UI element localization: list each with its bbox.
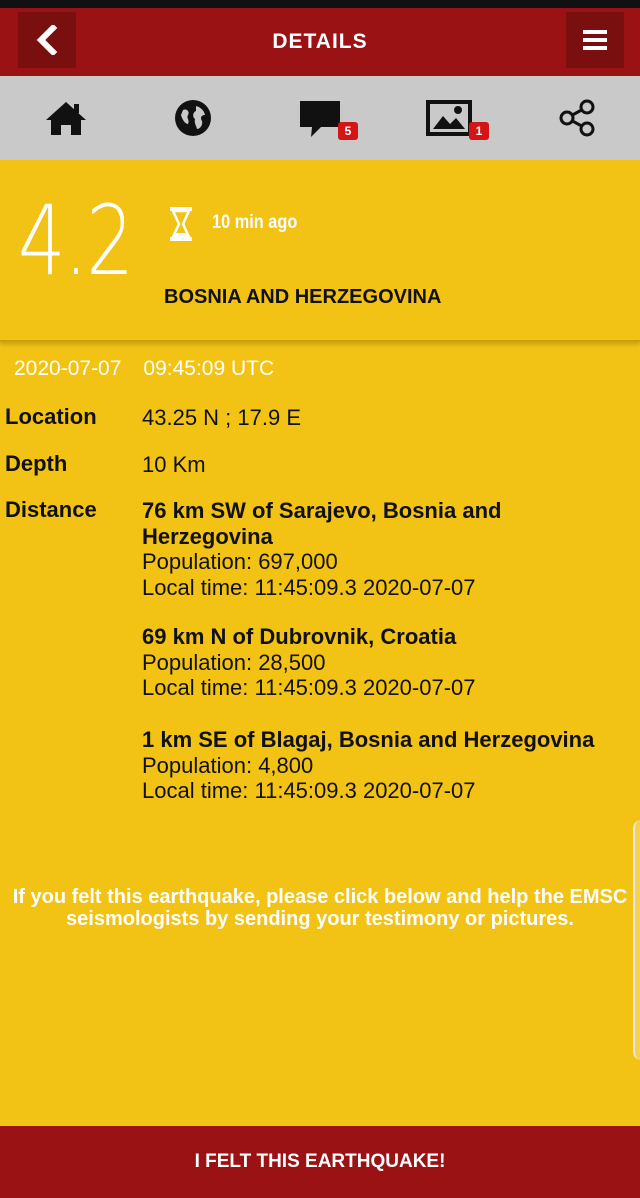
distance-population: Population: 4,800 [142, 752, 314, 778]
pictures-count-badge: 1 [469, 122, 489, 140]
location-value: 43.25 N ; 17.9 E [142, 405, 301, 430]
depth-value: 10 Km [142, 452, 206, 477]
magnitude: 4.2 [18, 185, 133, 297]
distance-local-time: Local time: 11:45:09.3 2020-07-07 [142, 778, 476, 803]
location-label: Location [5, 404, 97, 429]
felt-prompt-text: If you felt this earthquake, please click below and help the EMSC seismologists by sending your testimony or pictures. [12, 886, 628, 930]
pictures-button[interactable] [419, 92, 483, 144]
felt-earthquake-button[interactable]: I FELT THIS EARTHQUAKE! [0, 1126, 640, 1198]
distance-item [142, 624, 622, 701]
pictures-icon [426, 99, 472, 137]
home-icon [44, 98, 88, 138]
page-title: DETAILS [272, 30, 368, 53]
time-ago: 10 min ago [212, 212, 298, 233]
home-button[interactable] [36, 92, 96, 144]
globe-icon [173, 98, 213, 138]
hamburger-menu-icon [581, 28, 609, 52]
event-summary [0, 160, 640, 342]
comments-count-badge: 5 [338, 122, 358, 140]
distance-place: 69 km N of Dubrovnik, Croatia [142, 624, 457, 649]
comments-button[interactable] [290, 92, 350, 144]
distance-population: Population: 28,500 [142, 649, 326, 675]
event-date: 2020-07-07 [14, 357, 122, 380]
map-button[interactable] [163, 92, 223, 144]
depth-label: Depth [5, 451, 68, 476]
distance-place: 1 km SE of Blagaj, Bosnia and Herzegovina [142, 727, 595, 752]
menu-button[interactable] [566, 12, 624, 68]
side-pull-handle[interactable] [633, 820, 640, 1060]
distance-local-time: Local time: 11:45:09.3 2020-07-07 [142, 574, 476, 600]
event-region: BOSNIA AND HERZEGOVINA [164, 286, 442, 308]
distance-item [142, 498, 622, 600]
hourglass-icon [168, 206, 194, 242]
status-bar [0, 0, 640, 8]
event-time: 09:45:09 UTC [143, 357, 275, 380]
distance-label: Distance [5, 497, 97, 522]
distance-local-time: Local time: 11:45:09.3 2020-07-07 [142, 675, 476, 700]
event-datetime [14, 357, 296, 381]
comments-icon [297, 97, 343, 139]
toolbar [0, 76, 640, 160]
distance-population: Population: 697,000 [142, 549, 338, 574]
distance-item [142, 727, 622, 804]
app-header [0, 8, 640, 76]
share-icon [557, 98, 597, 138]
distance-place: 76 km SW of Sarajevo, Bosnia and Herzegovina [142, 498, 502, 549]
share-button[interactable] [547, 92, 607, 144]
